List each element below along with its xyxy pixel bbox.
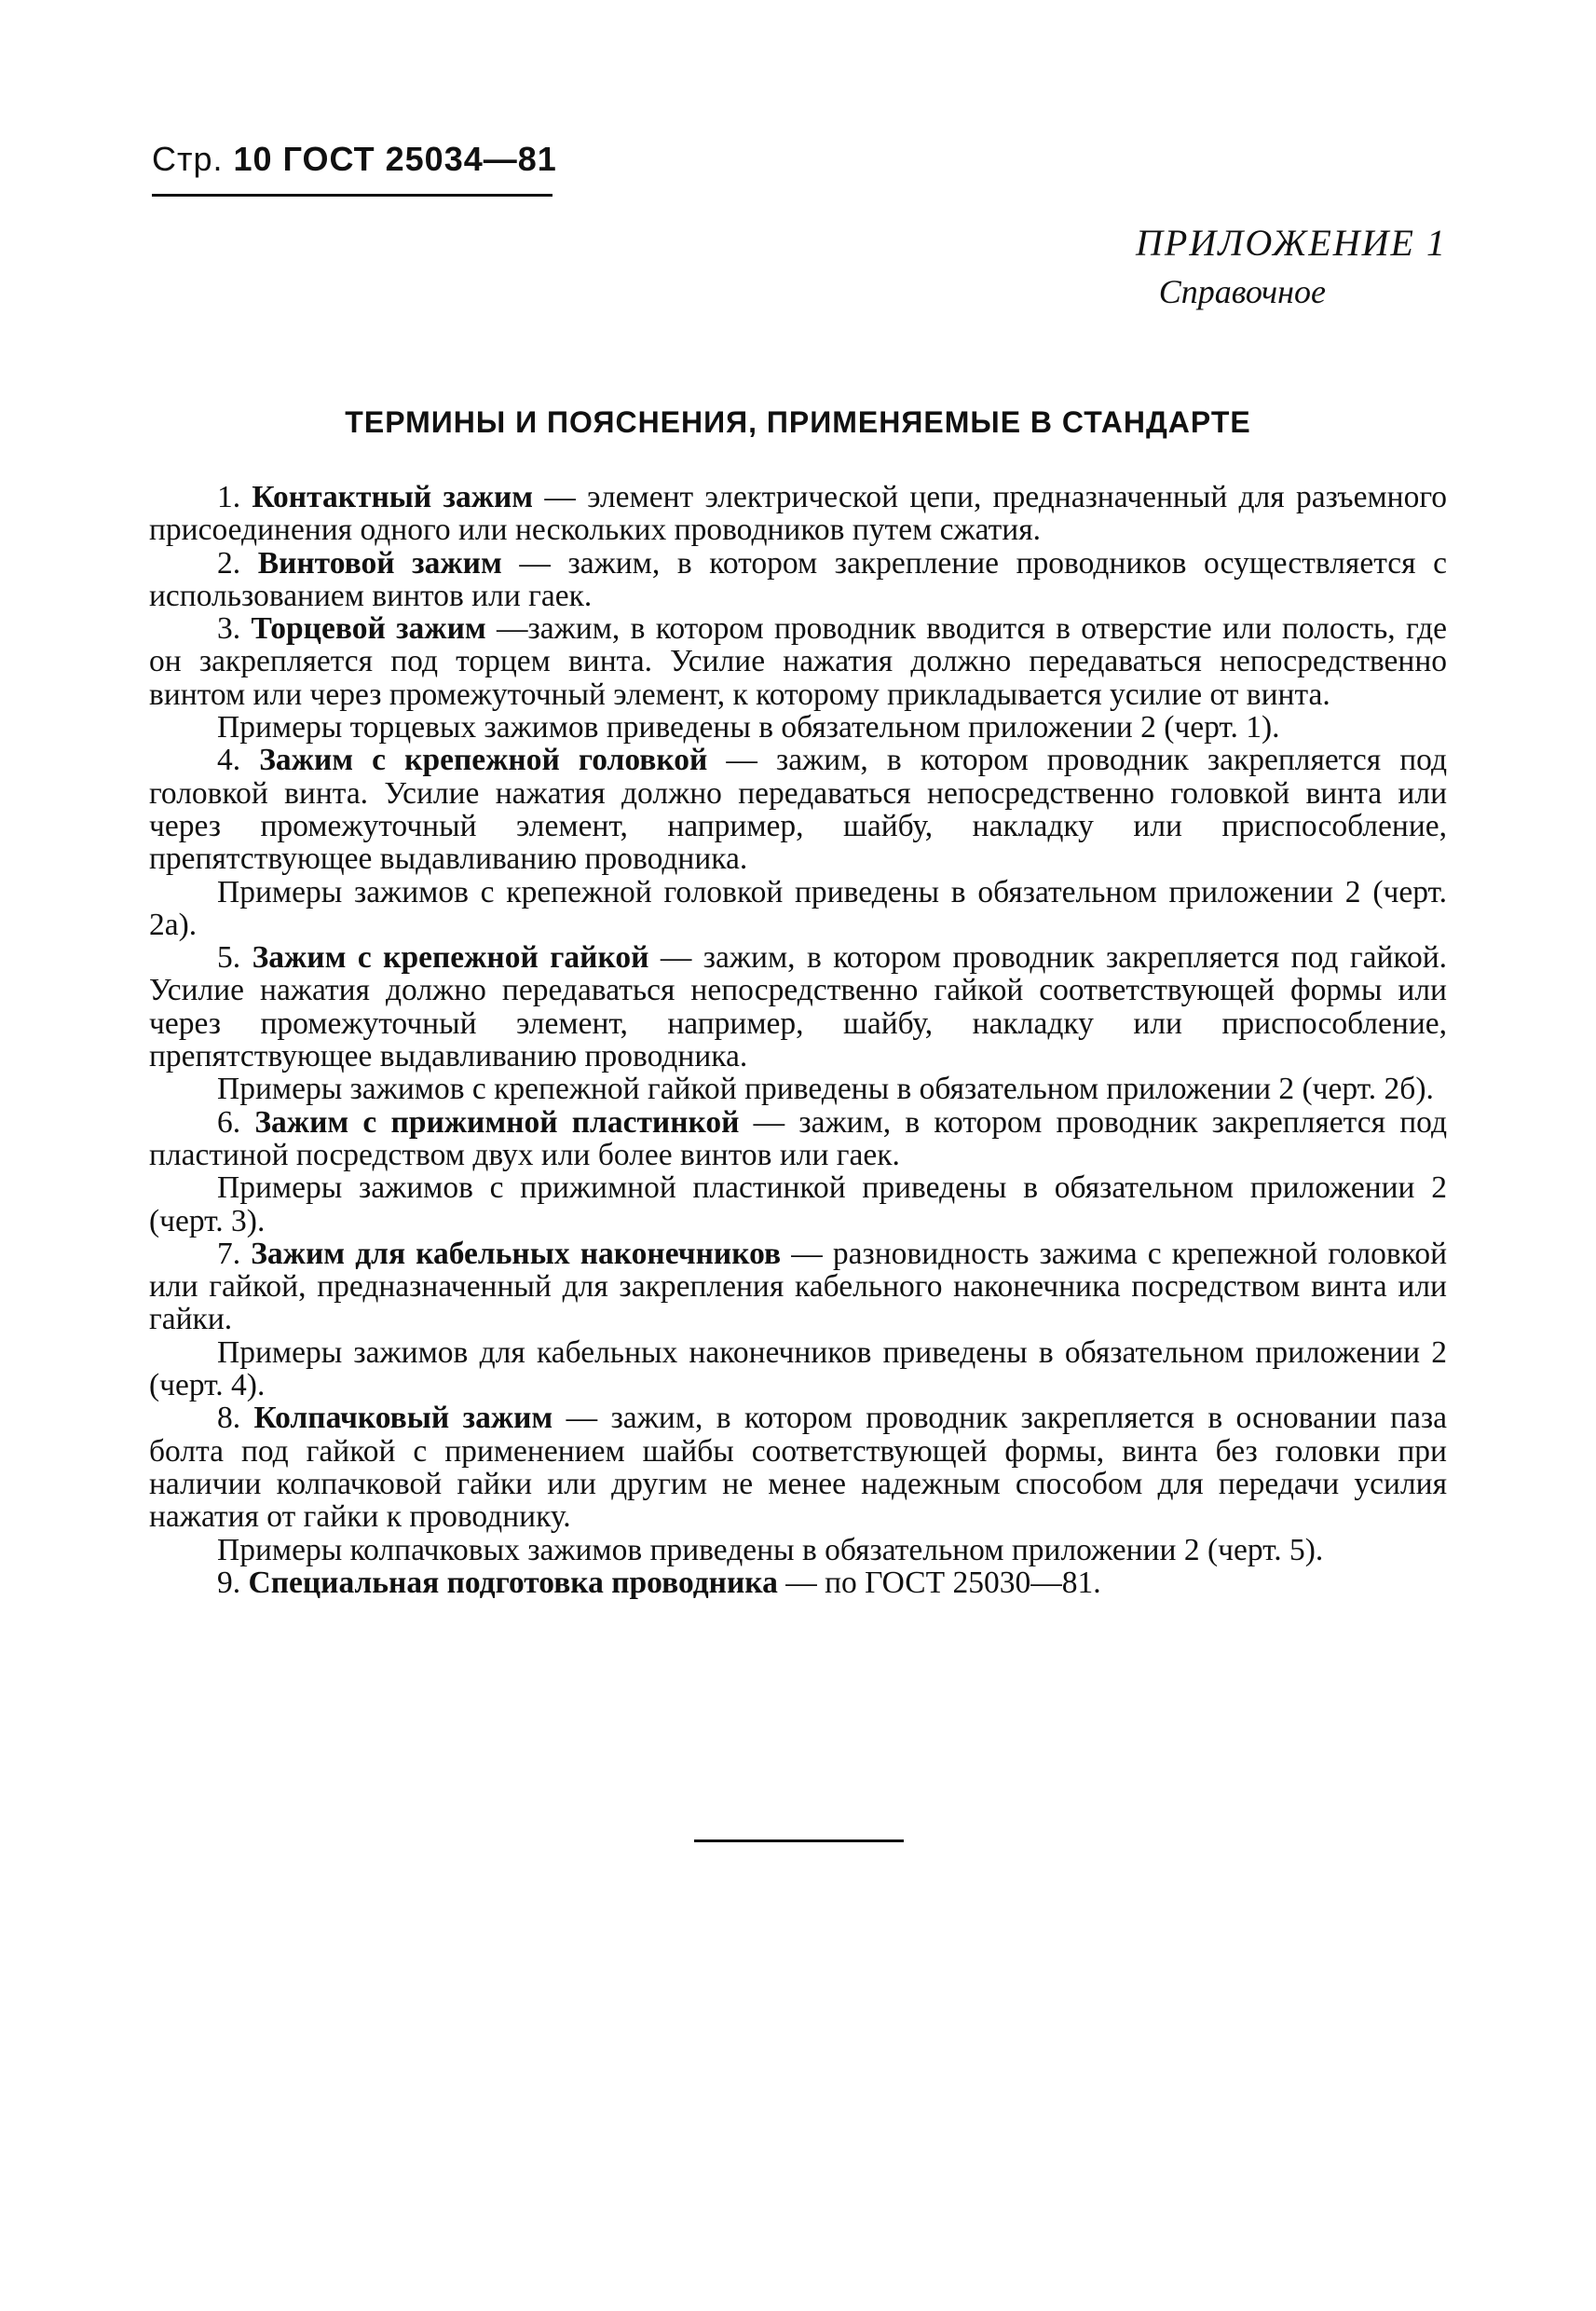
example-text: Примеры колпачковых зажимов приведены в обязательном приложении 2 (черт. 5). xyxy=(217,1532,1324,1567)
example-text: Примеры зажимов для кабельных наконечников приведены в обязательном приложении 2 (черт. 4). xyxy=(149,1334,1447,1403)
running-header xyxy=(152,140,557,179)
definition-item xyxy=(149,1402,1447,1533)
example-note xyxy=(149,1171,1447,1238)
term: Зажим с прижимной пластинкой xyxy=(254,1104,740,1140)
definition-item xyxy=(149,744,1447,875)
term: Контактный зажим xyxy=(252,480,534,514)
section-title: ТЕРМИНЫ И ПОЯСНЕНИЯ, ПРИМЕНЯЕМЫЕ В СТАНДАРТЕ xyxy=(345,405,1251,439)
definition-text: — зажим, в котором проводник закрепляется под пластиной посредством двух или более винтов или гаек. xyxy=(149,1104,1447,1172)
appendix-subtitle: Справочное xyxy=(1158,273,1326,310)
term: Зажим с крепежной головкой xyxy=(259,743,708,778)
item-number: 2. xyxy=(217,545,241,581)
definition-text: — зажим, в котором проводник закрепляется в основании паза болта под гайкой с применением шайбы соответствующей формы, винта без головки при наличии колпачковой гайки или другим не менее надежным способом для передачи усилия нажатия от гайки к проводнику. xyxy=(149,1401,1448,1535)
example-note xyxy=(149,711,1447,744)
definitions-list xyxy=(149,481,1447,1599)
term: Зажим с крепежной гайкой xyxy=(252,940,649,976)
item-number: 6. xyxy=(217,1104,241,1140)
item-number: 3. xyxy=(217,611,241,647)
page-number: 10 xyxy=(233,140,273,178)
item-number: 1. xyxy=(217,480,241,514)
item-number: 5. xyxy=(217,940,241,976)
page-label: Стр. xyxy=(152,140,224,178)
example-note xyxy=(149,1336,1447,1402)
item-number: 9. xyxy=(217,1565,241,1600)
appendix-label xyxy=(1136,218,1447,315)
term: Специальная подготовка проводника xyxy=(248,1565,778,1600)
example-note xyxy=(149,1073,1447,1105)
definition-item xyxy=(149,481,1447,547)
definition-item xyxy=(149,1106,1447,1172)
end-rule xyxy=(694,1839,904,1842)
term: Зажим для кабельных наконечников xyxy=(251,1236,782,1271)
definition-text: — элемент электрической цепи, предназначенный для разъемного присоединения одного или нескольких проводников путем сжатия. xyxy=(149,480,1448,548)
appendix-title: ПРИЛОЖЕНИЕ 1 xyxy=(1136,222,1447,264)
definition-item xyxy=(149,1238,1447,1336)
definition-item xyxy=(149,941,1447,1073)
standard-designation: ГОСТ 25034—81 xyxy=(282,140,557,178)
definition-text: — зажим, в котором проводник закрепляется под головкой винта. Усилие нажатия должно передаваться непосредственно головкой винта или через промежуточный элемент, например, шайбу, накладку или приспособление, препятствующее выдавливанию проводника. xyxy=(149,743,1447,877)
item-number: 4. xyxy=(217,743,241,778)
example-note xyxy=(149,876,1447,942)
definition-text: — зажим, в котором проводник закрепляется под гайкой. Усилие нажатия должно передаваться непосредственно гайкой соответствующей формы или через промежуточный элемент, например, шайбу, накладку или приспособление, препятствующее выдавливанию проводника. xyxy=(149,940,1447,1074)
definition-item xyxy=(149,1566,1447,1599)
definition-item xyxy=(149,612,1447,711)
example-text: Примеры зажимов с крепежной головкой приведены в обязательном приложении 2 (черт. 2а). xyxy=(149,874,1447,942)
definition-text: — зажим, в котором закрепление проводников осуществляется с использованием винтов или гаек. xyxy=(149,545,1448,613)
example-text: Примеры зажимов с прижимной пластинкой приведены в обязательном приложении 2 (черт. 3). xyxy=(149,1170,1447,1238)
item-number: 7. xyxy=(217,1236,241,1271)
definition-text: — разновидность зажима с крепежной головкой или гайкой, предназначенный для закрепления кабельного наконечника посредством винта или гайки. xyxy=(149,1236,1447,1337)
example-note xyxy=(149,1534,1447,1566)
header-rule xyxy=(152,194,552,197)
term: Торцевой зажим xyxy=(251,611,486,647)
item-number: 8. xyxy=(217,1401,241,1436)
example-text: Примеры торцевых зажимов приведены в обязательном приложении 2 (черт. 1). xyxy=(217,710,1280,745)
term: Винтовой зажим xyxy=(257,545,502,581)
term: Колпачковый зажим xyxy=(253,1401,553,1436)
example-text: Примеры зажимов с крепежной гайкой приведены в обязательном приложении 2 (черт. 2б). xyxy=(217,1072,1434,1107)
definition-text: — по ГОСТ 25030—81. xyxy=(777,1565,1101,1600)
definition-item xyxy=(149,547,1447,613)
definition-text: —зажим, в котором проводник вводится в отверстие или полость, где он закрепляется под торцем винта. Усилие нажатия должно передаваться непосредственно винтом или через промежуточный элемент, к которому прикладывается усилие от винта. xyxy=(149,611,1447,712)
